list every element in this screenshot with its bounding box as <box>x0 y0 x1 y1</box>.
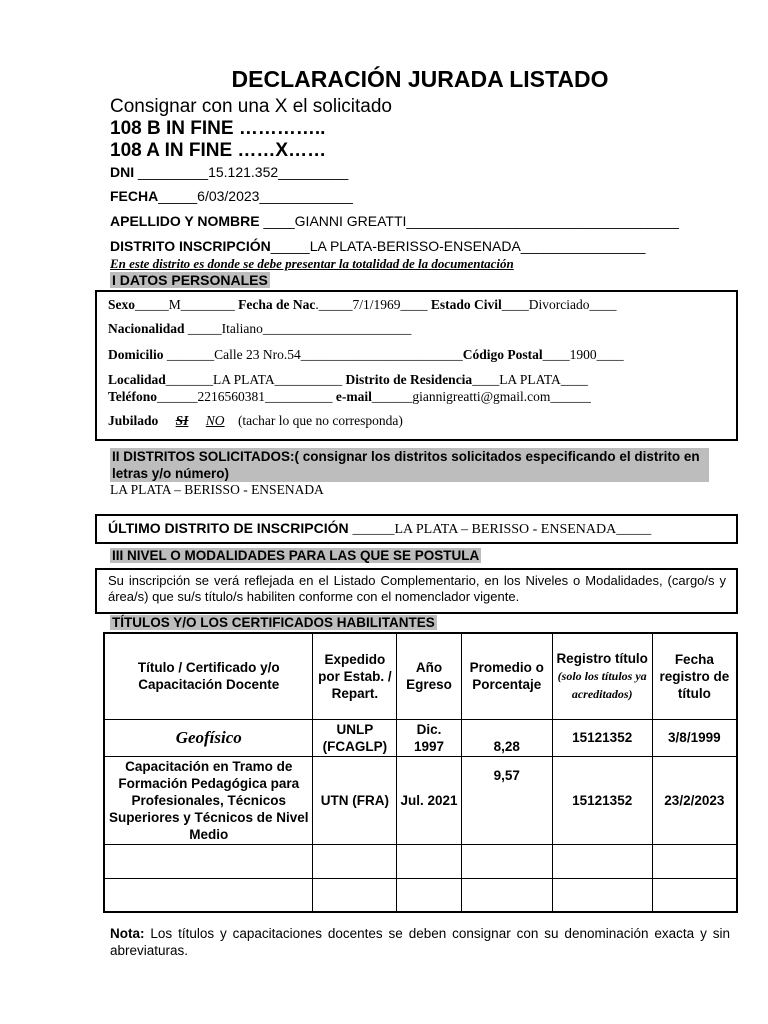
fecha-label: FECHA <box>110 188 159 204</box>
tel-label: Teléfono <box>108 389 158 404</box>
empty-cell[interactable] <box>552 844 652 878</box>
table-row-empty <box>104 878 737 912</box>
jub-note: (tachar lo que no corresponda) <box>237 413 403 428</box>
row-domicilio <box>108 347 624 363</box>
cp-label: Código Postal <box>462 347 543 362</box>
empty-cell[interactable] <box>397 844 462 878</box>
email-label: e-mail <box>335 389 372 404</box>
tel-value[interactable]: ______2216560381__________ <box>157 389 333 404</box>
jub-no[interactable]: NO <box>205 413 225 428</box>
cp-value[interactable]: ____1900____ <box>542 347 624 362</box>
empty-cell[interactable] <box>652 878 737 912</box>
empty-cell[interactable] <box>397 878 462 912</box>
distrito-value[interactable]: _____LA PLATA-BERISSO-ENSENADA________________ <box>270 238 646 254</box>
sexo-value[interactable]: _____M________ <box>135 297 235 312</box>
table-row <box>104 756 737 844</box>
empty-cell[interactable] <box>313 878 397 912</box>
fecha-line <box>110 188 353 204</box>
cell-titulo[interactable]: Geofísico <box>104 719 313 756</box>
section-datos-personales: I DATOS PERSONALES <box>112 272 268 288</box>
empty-cell[interactable] <box>652 844 737 878</box>
dom-label: Domicilio <box>108 347 164 362</box>
header-registro-main: Registro título <box>556 650 648 666</box>
row-sexo <box>108 297 617 313</box>
fnac-label: Fecha de Nac <box>238 297 316 312</box>
header-fecha: Fecha registro de título <box>652 633 737 719</box>
nota-label: Nota: <box>110 926 145 941</box>
nivel-text: Su inscripción se verá reflejada en el Listado Complementario, en los Niveles o Modalidades, (cargo/s y área/s) que su/s título/s habiliten conforme con el nomenclador vigente. <box>108 573 726 604</box>
header-anio: Año Egreso <box>397 633 462 719</box>
titulos-table <box>103 632 738 913</box>
cell-anio[interactable]: Dic. 1997 <box>397 719 462 756</box>
table-row <box>104 719 737 756</box>
apellido-label: APELLIDO Y NOMBRE <box>110 213 260 229</box>
apellido-value[interactable]: ____GIANNI GREATTI___________________________________ <box>263 213 679 229</box>
empty-cell[interactable] <box>104 878 313 912</box>
apellido-line <box>110 213 679 229</box>
row-ultimo-distrito <box>108 520 651 538</box>
loc-value[interactable]: _______LA PLATA__________ <box>165 372 343 387</box>
page-title: DECLARACIÓN JURADA LISTADO <box>231 66 609 92</box>
distritos-solicitados-value[interactable]: LA PLATA – BERISSO - ENSENADA <box>110 482 324 497</box>
fnac-value[interactable]: ._____7/1/1969____ <box>315 297 428 312</box>
row-telefono <box>108 389 591 405</box>
cell-anio[interactable]: Jul. 2021 <box>397 756 462 844</box>
cell-expedido[interactable]: UTN (FRA) <box>313 756 397 844</box>
cell-expedido[interactable]: UNLP (FCAGLP) <box>313 719 397 756</box>
empty-cell[interactable] <box>104 844 313 878</box>
cell-promedio[interactable]: 8,28 <box>461 719 552 756</box>
cell-registro[interactable]: 15121352 <box>552 756 652 844</box>
header-registro <box>552 633 652 719</box>
option-108b: 108 B IN FINE ………….. <box>110 118 326 139</box>
header-promedio: Promedio o Porcentaje <box>461 633 552 719</box>
ultimo-value[interactable]: ______LA PLATA – BERISSO - ENSENADA_____ <box>352 522 652 537</box>
table-row-empty <box>104 844 737 878</box>
row-nacionalidad <box>108 321 411 337</box>
header-titulo: Título / Certificado y/o Capacitación Docente <box>104 633 313 719</box>
table-header-row <box>104 633 737 719</box>
cell-fecha[interactable]: 23/2/2023 <box>652 756 737 844</box>
header-expedido: Expedido por Estab. / Repart. <box>313 633 397 719</box>
distrito-note: En este distrito es donde se debe presentar la totalidad de la documentación <box>110 256 514 271</box>
header-registro-note: (solo los títulos ya acreditados) <box>557 668 647 701</box>
loc-label: Localidad <box>108 372 166 387</box>
dni-label: DNI <box>110 164 135 180</box>
section-nivel-modalidades: III NIVEL O MODALIDADES PARA LAS QUE SE POSTULA <box>112 548 480 563</box>
dres-label: Distrito de Residencia <box>345 372 473 387</box>
jub-label: Jubilado <box>108 413 159 428</box>
empty-cell[interactable] <box>461 844 552 878</box>
dni-value[interactable]: _________15.121.352_________ <box>138 164 349 180</box>
distrito-label: DISTRITO INSCRIPCIÓN <box>110 238 271 254</box>
sexo-label: Sexo <box>108 297 135 312</box>
cell-promedio[interactable]: 9,57 <box>461 756 552 844</box>
ecivil-value[interactable]: ____Divorciado____ <box>501 297 617 312</box>
email-value[interactable]: ______giannigreatti@gmail.com______ <box>371 389 591 404</box>
section-titulos: TÍTULOS Y/O LOS CERTIFICADOS HABILITANTES <box>112 615 435 630</box>
nota <box>110 925 730 959</box>
section-distritos-solicitados: II DISTRITOS SOLICITADOS:( consignar los distritos solicitados especificando el distrito en letras y/o número) <box>110 448 709 482</box>
row-jubilado <box>108 413 403 429</box>
cell-registro[interactable]: 15121352 <box>552 719 652 756</box>
cell-titulo[interactable]: Capacitación en Tramo de Formación Pedagógica para Profesionales, Técnicos Superiores y Técnicos de Nivel Medio <box>104 756 313 844</box>
nota-text: Los títulos y capacitaciones docentes se deben consignar con su denominación exacta y sin abreviaturas. <box>110 926 730 958</box>
nac-value[interactable]: _____Italiano______________________ <box>187 321 412 336</box>
cell-fecha[interactable]: 3/8/1999 <box>652 719 737 756</box>
empty-cell[interactable] <box>461 878 552 912</box>
empty-cell[interactable] <box>552 878 652 912</box>
nac-label: Nacionalidad <box>108 321 185 336</box>
empty-cell[interactable] <box>313 844 397 878</box>
distrito-line <box>110 238 645 254</box>
row-localidad <box>108 372 588 388</box>
dres-value[interactable]: ____LA PLATA____ <box>472 372 588 387</box>
fecha-value[interactable]: _____6/03/2023____________ <box>158 188 353 204</box>
dom-value[interactable]: _______Calle 23 Nro.54________________________ <box>166 347 463 362</box>
option-108a: 108 A IN FINE ……X…… <box>110 140 327 161</box>
dni-line <box>110 164 348 180</box>
ecivil-label: Estado Civil <box>430 297 502 312</box>
jub-si[interactable]: SI <box>175 413 189 428</box>
subtitle: Consignar con una X el solicitado <box>110 96 393 117</box>
ultimo-label: ÚLTIMO DISTRITO DE INSCRIPCIÓN <box>108 520 349 536</box>
